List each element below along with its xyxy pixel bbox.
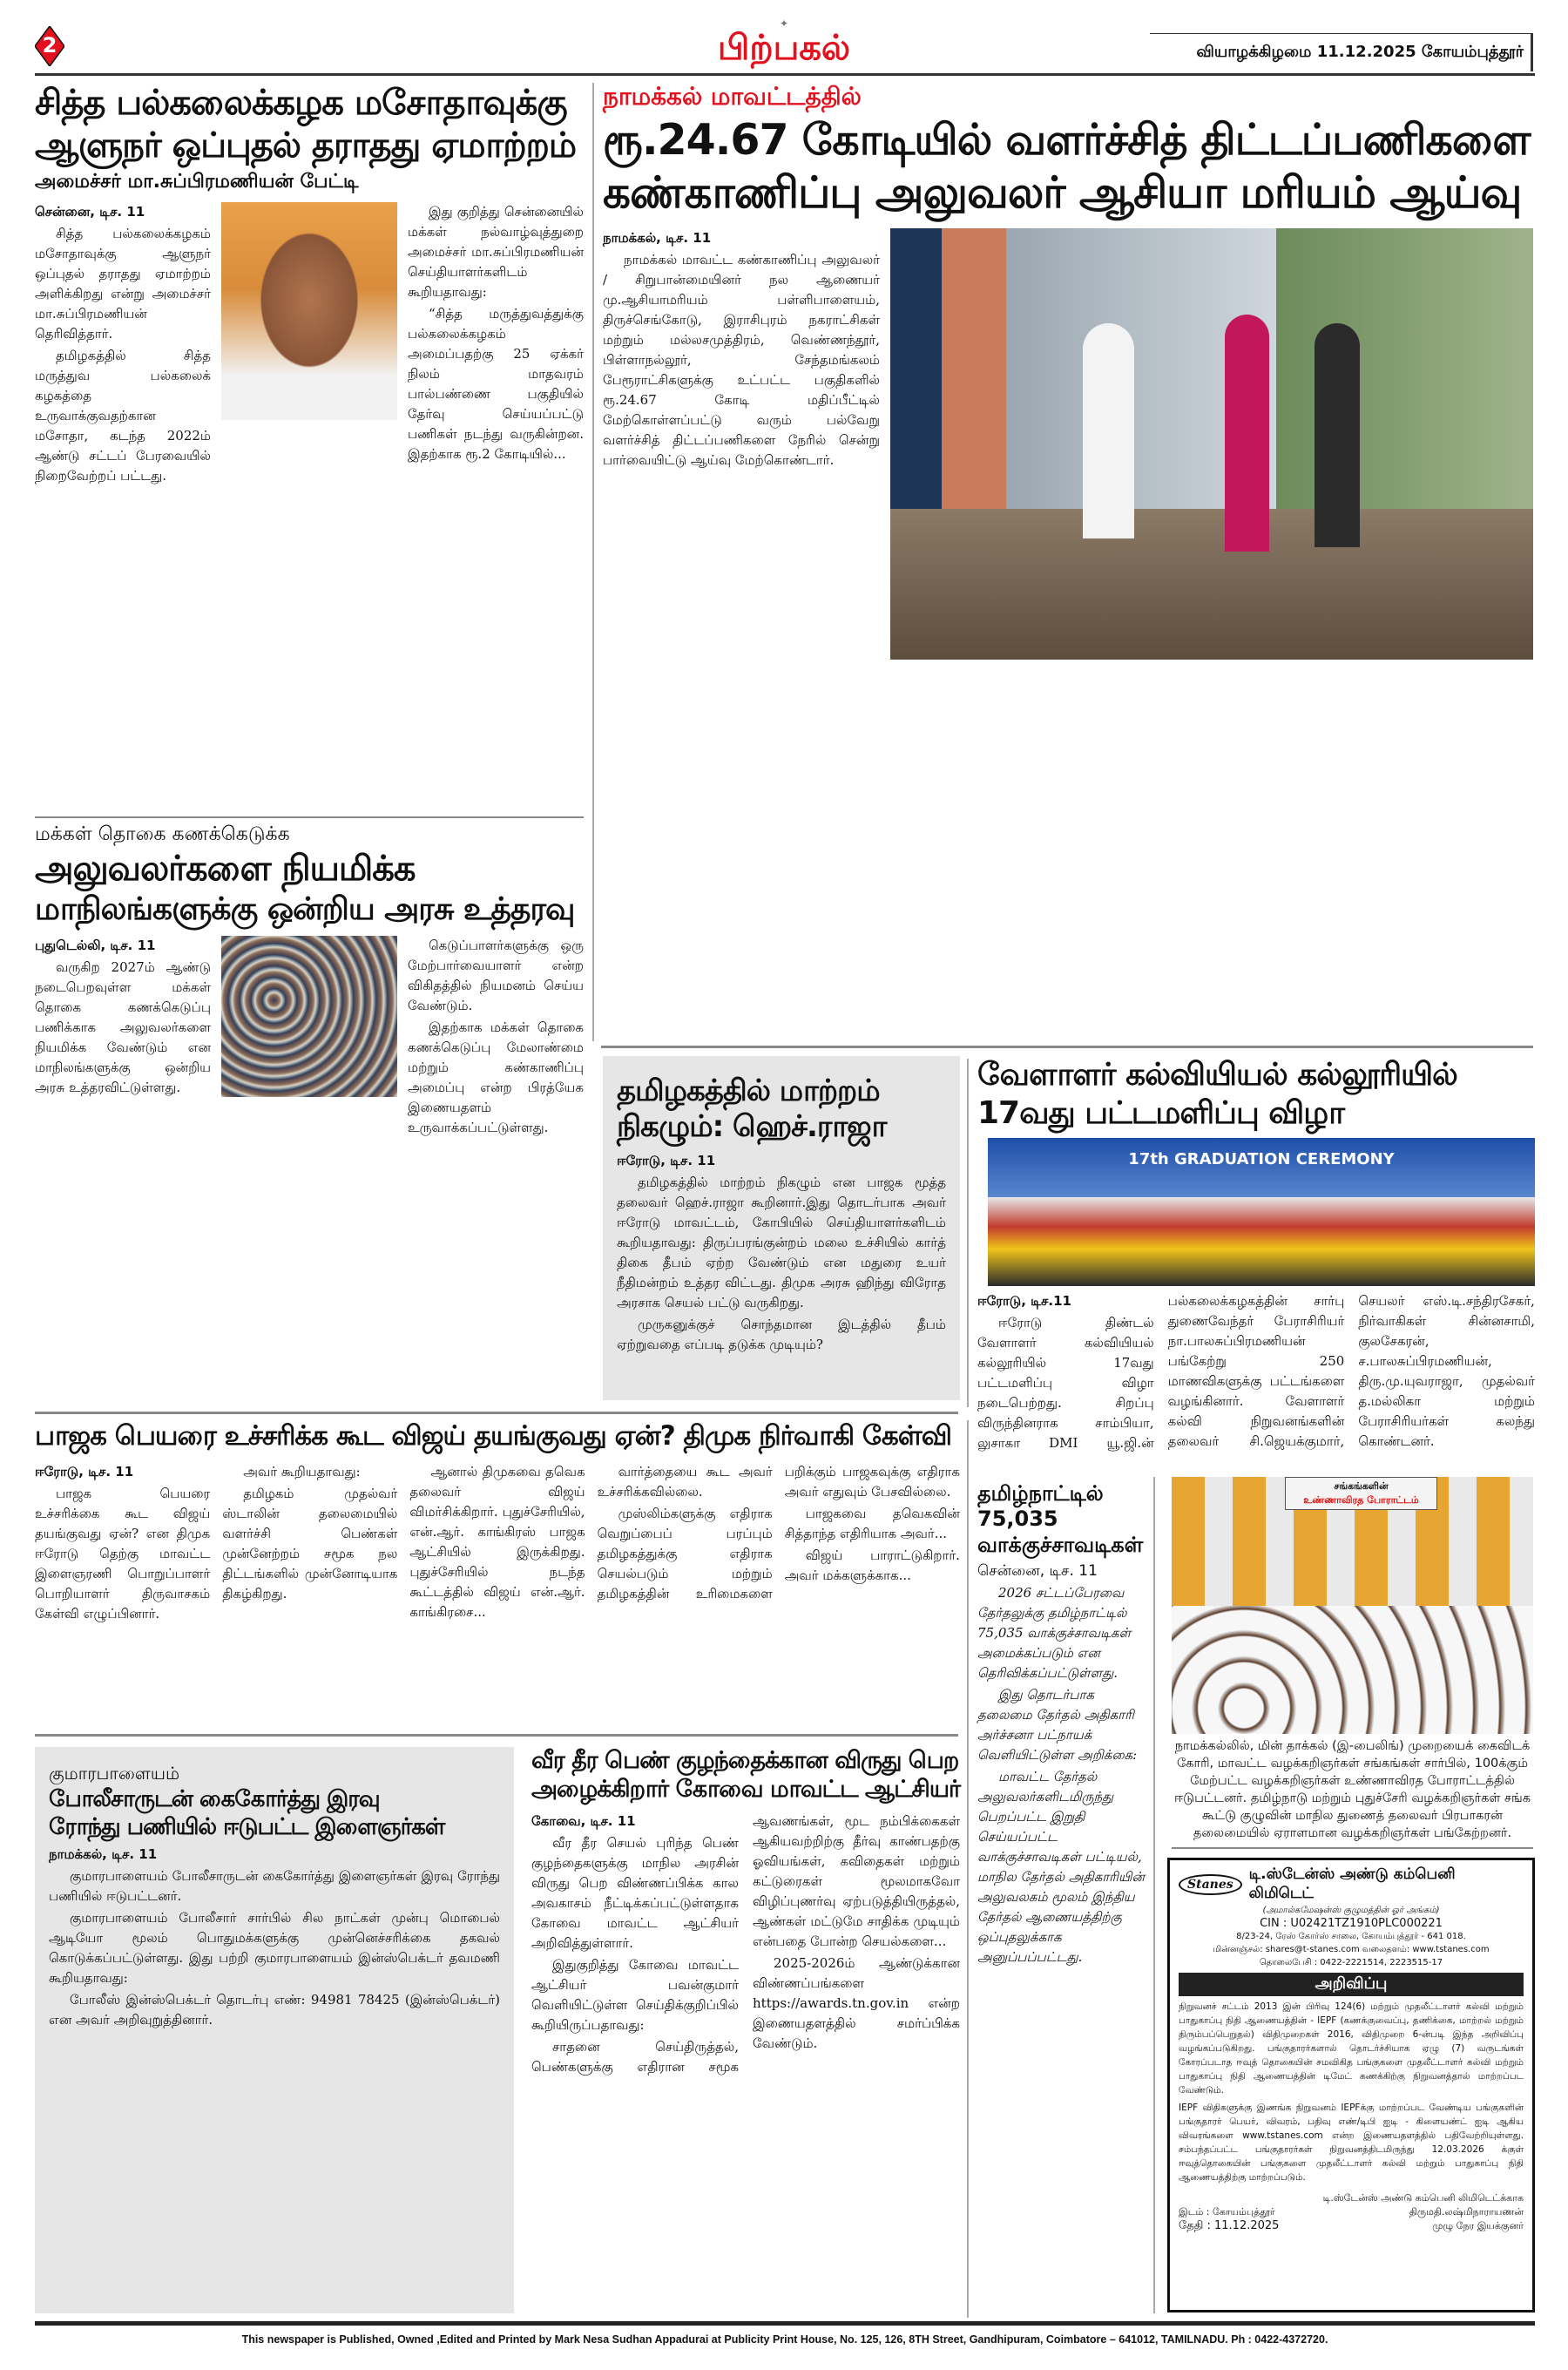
section-divider bbox=[35, 1412, 958, 1414]
headline: அலுவலர்களை நியமிக்க bbox=[35, 849, 416, 889]
column-divider bbox=[1153, 1477, 1155, 2313]
headline: தமிழ்நாட்டில் bbox=[977, 1481, 1104, 1506]
kicker: மக்கள் தொகை கணக்கெடுக்க bbox=[35, 823, 290, 845]
subheadline: அமைச்சர் மா.சுப்பிரமணியன் பேட்டி bbox=[35, 170, 359, 193]
inspection-photo bbox=[890, 228, 1533, 660]
headline: ரூ.24.67 கோடியில் வளர்ச்சித் திட்டப்பணிகளை bbox=[603, 115, 1531, 165]
section-divider bbox=[601, 1046, 1533, 1048]
photo-caption: நாமக்கல்லில், மின் தாக்கல் (இ-பைலிங்) முறையைக் கைவிடக் கோரி, மாவட்ட வழக்கறிஞர்கள் சங்கங்கள் சார்பில், 100க்கும் மேற்பட்ட வழக்கறிஞர்கள் உண்ணாவிரத போராட்டத்தில் ஈடுபட்டனர். தமிழ்நாடு மற்றும் புதுச்சேரி வழக்கறிஞர்கள் சங்க கூட்டு குழுவின் மாநில துணைத் தலைவர் பிரபாகரன் தலைமையில் ஏராளமான வழக்கறிஞர்கள் பங்கேற்றனர். bbox=[1173, 1739, 1531, 1840]
article-siddha bbox=[35, 82, 584, 488]
headline: ஆளுநர் ஒப்புதல் தராதது ஏமாற்றம் bbox=[35, 125, 577, 166]
stanes-iepf-notice-ad: Stanes டி.ஸ்டேன்ஸ் அண்டு கம்பெனி லிமிடெட் (அமால்கமேஷன்ஸ் குழுமத்தின் ஓர் அங்கம்) CIN : U02421TZ1910PLC000221 8/23-24, ரேஸ் கோர்ஸ் சாலை, கோயம்புத்தூர் - 641 018. மின்னஞ்சல்: shares@t-stanes.com வலைதளம்: www.tstanes.com தொலைபேசி : 0422-2221514, 2223515-17 அறிவிப்பு நிறுவனச் சட்டம் 2013 இன் பிரிவு 124(6) மற்றும் முதலீட்டாளர் கல்வி மற்றும் பாதுகாப்பு நிதி ஆணையத்தின் - IEPF (கணக்குவைப்பு, தணிக்கை, மாற்றல் மற்றும் திரும்பப்பெறுதல்) விதிமுறைகள் 2016, விதிமுறை 6-ன்படி இந்த அறிவிப்பு வழங்கப்படுகிறது. பங்குதாரர்களால் தொடர்ச்சியாக ஏழு (7) வருடங்கள் கோரப்படாத ஈவுத் தொகையின் சமவிகித பங்குகளை முதலீட்டாளர் கல்வி மற்றும் பாதுகாப்பு நிதி ஆணையத்தின் டிமேட் கணக்கிற்கு நிறுவனத்தால் மாற்றப்பட வேண்டும். IEPF விதிகளுக்கு இணங்க நிறுவனம் IEPFக்கு மாற்றப்பட வேண்டிய பங்குகளின் பங்குதாரர் பெயர், விவரம், பதிவு எண்/டிபி ஐடி - கிளையண்ட் ஐடி ஆகிய விவரங்களை www.tstanes.com என்ற இணையதளத்தில் பதிவேற்றியுள்ளது. சம்பந்தப்பட்ட பங்குதாரர்கள் நிறுவனத்திடமிருந்து 12.03.2026 க்குள் ஈவுத்தொகையின் பங்குகளை முதலீட்டாளர் கல்வி மற்றும் பாதுகாப்பு நிதி ஆணையத்திற்கு மாற்றப்படும். இடம் : கோயம்புத்தூர் தேதி : 11.12.2025 டி.ஸ்டேன்ஸ் அண்டு கம்பெனி லிமிடெட்க்காக திருமதி.லஷ்மிநாராயணன் முழு நேர இயக்குனர் bbox=[1167, 1858, 1535, 2312]
article-census bbox=[35, 823, 584, 1140]
article-body: நாமக்கல், டிச. 11 நாமக்கல் மாவட்ட கண்காணிப்பு அலுவலர் / சிறுபான்மையினர் நல ஆணையர் மு.ஆசியாமரியம் பள்ளிபாளையம், திருச்செங்கோடு, இராசிபுரம் நகராட்சிகள் மற்றும் மல்லசமுத்திரம், வெண்ணந்தூர், பிள்ளாநல்லூர், சேந்தமங்கலம் பேரூராட்சிகளுக்கு உட்பட்ட பகுதிகளில் ரூ.24.67 கோடி மதிப்பீட்டில் மேற்கொள்ளப்பட்டு வரும் பல்வேறு வளர்ச்சித் திட்டப்பணிகளை நேரில் சென்று பார்வையிட்டு ஆய்வு மேற்கொண்டார். bbox=[603, 229, 880, 468]
column-divider bbox=[592, 83, 594, 1041]
footer-imprint: This newspaper is Published, Owned ,Edited and Printed by Mark Nesa Sudhan Appadurai at Publicity Print House, No. 125, 126, 8TH Street, Gandhipuram, Coimbatore – 641012, TAMILNADU. Ph : 0422-4372720. bbox=[241, 2333, 1328, 2346]
page-number-badge bbox=[35, 26, 64, 66]
masthead-rule bbox=[35, 73, 1535, 76]
article-graduation bbox=[977, 1056, 1535, 1453]
issue-date-box: வியாழக்கிழமை 11.12.2025 கோயம்புத்தூர் bbox=[1150, 33, 1533, 71]
page-number: 2 bbox=[42, 33, 57, 58]
section-divider bbox=[1172, 1847, 1533, 1849]
kicker: நாமக்கல் மாவட்டத்தில் bbox=[603, 82, 862, 111]
article-body: ஈரோடு, டிச. 11 பாஜக பெயரை உச்சரிக்கை கூட விஜய் தயங்குவது ஏன்? என திமுக ஈரோடு தெற்கு மாவட்ட இளைஞரணி பொறுப்பாளர் பொறியாளர் திருவாசகம் கேள்வி எழுப்பினார். அவர் கூறியதாவது: தமிழகம் முதல்வர் ஸ்டாலின் தலைமையில் வளர்ச்சி பெண்கள் முன்னேற்றம் சமூக நல திட்டங்களில் முன்னோடியாக திகழ்கிறது. ஆனால் திமுகவை தவெக தலைவர் விஜய் விமர்சிக்கிறார். புதுச்சேரியில், என்.ஆர். காங்கிரஸ் பாஜக ஆட்சியில் இருக்கிறது. புதுச்சேரியில் நடந்த கூட்டத்தில் விஜய் என்.ஆர். காங்கிரசை... வார்த்தையை கூட அவர் உச்சரிக்கவில்லை. முஸ்லிம்களுக்கு எதிராக வெறுப்பைப் பரப்பும் தமிழகத்துக்கு எதிராக செயல்படும் மற்றும் தமிழகத்தின் உரிமைகளை பறிக்கும் பாஜகவுக்கு எதிராக அவர் எதுவும் பேசவில்லை. பாஜகவை தவெகவின் சித்தாந்த எதிரியாக அவர்... விஜய் பாராட்டுகிறார். அவர் மக்களுக்காக... bbox=[35, 1463, 960, 1622]
headline: பாஜக பெயரை உச்சரிக்க கூட விஜய் தயங்குவது ஏன்? திமுக நிர்வாகி கேள்வி bbox=[35, 1420, 951, 1452]
column-divider bbox=[967, 1059, 969, 1407]
graduation-ceremony-photo: 17th GRADUATION CEREMONY bbox=[988, 1138, 1535, 1286]
article-polling-booths bbox=[977, 1481, 1152, 1969]
article-body: நாமக்கல், டிச. 11 குமாரபாளையம் போலீசாருடன் கைகோர்த்து இளைஞர்கள் இரவு ரோந்து பணியில் ஈடுபட்டனர். குமாரபாளையம் போலீசார் சார்பில் சில நாட்கள் முன்பு மொபைல் ஆடியோ மூலம் பொதுமக்களுக்கு முன்னெச்சரிக்கை தகவல் கொடுக்கப்பட்டுள்ளது. இது பற்றி குமாரபாளையம் இன்ஸ்பெக்டர் தவமணி கூறியதாவது: போலீஸ் இன்ஸ்பெக்டர் தொடர்பு எண்: 94981 78425 (இன்ஸ்பெக்டர்) என அவர் அறிவுறுத்தினார். bbox=[49, 1846, 500, 2028]
protest-banner: சங்கங்களின் உண்ணாவிரத போராட்டம் bbox=[1285, 1477, 1437, 1510]
headline: வீர தீர பெண் குழந்தைக்கான விருது பெற bbox=[531, 1747, 959, 1774]
kicker: குமாரபாளையம் bbox=[49, 1763, 180, 1784]
headline: 75,035 bbox=[977, 1507, 1058, 1532]
minister-portrait-photo bbox=[221, 202, 397, 420]
footer-rule bbox=[35, 2321, 1535, 2326]
stanes-logo: Stanes bbox=[1179, 1874, 1242, 1895]
headline: ரோந்து பணியில் ஈடுபட்ட இளைஞர்கள் bbox=[49, 1813, 445, 1840]
article-body: ஈரோடு, டிச. 11 தமிழகத்தில் மாற்றம் நிகழும் என பாஜக மூத்த தலைவர் ஹெச்.ராஜா கூறினார்.இது தொடர்பாக அவர் ஈரோடு மாவட்டம், கோபியில் செய்தியாளர்களிடம் கூறியதாவது: திருப்பரங்குன்றம் மலை உச்சியில் கார்த் திகை தீபம் ஏற்ற வேண்டும் என மதுரை உயர் நீதிமன்றம் உத்தர விட்டது. திமுக அரசு ஹிந்து விரோத அரசாக செயல் பட்டு வருகிறது. முருகனுக்குச் சொந்தமான இடத்தில் தீபம் ஏற்றுவதை எப்படி தடுக்க முடியும்? bbox=[617, 1152, 946, 1352]
headline: தமிழகத்தில் மாற்றம் bbox=[617, 1073, 880, 1108]
logo-emblem-icon: ✦ bbox=[779, 17, 789, 30]
section-divider bbox=[35, 1734, 958, 1737]
headline: 17வது பட்டமளிப்பு விழா bbox=[977, 1094, 1345, 1131]
lawyers-protest-photo bbox=[1172, 1477, 1533, 1734]
article-body: கோவை, டிச. 11 வீர தீர செயல் புரிந்த பெண் குழந்தைகளுக்கு மாநில அரசின் விருது பெற விண்ணப்பிக்க கால அவகாசம் நீட்டிக்கப்பட்டுள்ளதாக கோவை மாவட்ட ஆட்சியர் அறிவித்துள்ளார். இதுகுறித்து கோவை மாவட்ட ஆட்சியர் பவன்குமார் வெளியிட்டுள்ள செய்திக்குறிப்பில் கூறியிருப்பதாவது: சாதனை செய்திருத்தல், பெண்களுக்கு எதிரான சமூக ஆவணங்கள், மூட நம்பிக்கைகள் ஆகியவற்றிற்கு தீர்வு காண்பதற்கு ஓவியங்கள், கவிதைகள் மற்றும் கட்டுரைகள் மூலமாகவோ விழிப்புணர்வு ஏற்படுத்தியிருத்தல், ஆண்கள் மட்டுமே சாதிக்க முடியும் என்பதை போன்ற செயல்களை... 2025-2026ம் ஆண்டுக்கான விண்ணப்பங்களை https://awards.tn.gov.in என்ற இணையதளத்தில் சமர்ப்பிக்க வேண்டும். bbox=[531, 1812, 960, 2075]
headline: நிகழும்: ஹெச்.ராஜா bbox=[617, 1109, 887, 1145]
headline: சித்த பல்கலைக்கழக மசோதாவுக்கு bbox=[35, 83, 567, 123]
section-divider bbox=[35, 816, 584, 818]
headline: அழைக்கிறார் கோவை மாவட்ட ஆட்சியர் bbox=[531, 1775, 961, 1803]
headline: வாக்குச்சாவடிகள் bbox=[977, 1532, 1144, 1557]
column-divider bbox=[967, 1420, 969, 2318]
headline: வேளாளர் கல்வியியல் கல்லூரியில் bbox=[977, 1057, 1457, 1093]
headline: மாநிலங்களுக்கு ஒன்றிய அரசு உத்தரவு bbox=[35, 890, 575, 927]
crowd-photo bbox=[221, 936, 397, 1097]
article-body: ஈரோடு, டிச.11 ஈரோடு திண்டல் வேளாளர் கல்வியியல் கல்லூரியில் 17வது பட்டமளிப்பு விழா நடைபெற்றது. சிறப்பு விருந்தினராக சாம்பியா, லுசாகா DMI யூ.ஜி.ன் பல்கலைக்கழகத்தின் சார்பு துணைவேந்தர் பேராசிரியர் நா.பாலசுப்பிரமணியன் பங்கேற்று 250 மாணவிகளுக்கு பட்டங்களை வழங்கினார். வேளாளர் கல்வி நிறுவனங்களின் தலைவர் சி.ஜெயக்குமார், செயலர் எஸ்.டி.சந்திரசேகர், நிர்வாகிகள் சின்னசாமி, குலசேகரன், ச.பாலசுப்பிரமணியன், திரு.மு.யுவராஜா, முதல்வர் த.மல்லிகா மற்றும் பேராசிரியர்கள் கலந்து கொண்டனர். bbox=[977, 1292, 1535, 1451]
article-kumarapalayam bbox=[35, 1747, 514, 2313]
article-namakkal bbox=[603, 82, 1533, 660]
headline: போலீசாருடன் கைகோர்த்து இரவு bbox=[49, 1786, 380, 1812]
article-girl-child-award bbox=[531, 1747, 960, 2077]
newspaper-logo: ✦ பிற்பகல் bbox=[671, 19, 897, 68]
headline: கண்காணிப்பு அலுவலர் ஆசியா மரியம் ஆய்வு bbox=[603, 166, 1522, 218]
article-hraja bbox=[603, 1056, 960, 1400]
article-body: புதுடெல்லி, டிச. 11 வருகிற 2027ம் ஆண்டு நடைபெறவுள்ள மக்கள் தொகை கணக்கெடுப்பு பணிக்காக அலுவலர்களை நியமிக்க வேண்டும் என மாநிலங்களுக்கு ஒன்றிய அரசு உத்தரவிட்டுள்ளது. கெடுப்பாளர்களுக்கு ஒரு மேற்பார்வையாளர் என்ற விகிதத்தில் நியமனம் செய்ய வேண்டும். இதற்காக மக்கள் தொகை கணக்கெடுப்பு மேலாண்மை மற்றும் கண்காணிப்பு அமைப்பு என்ற பிரத்யேக இணையதளம் உருவாக்கப்பட்டுள்ளது. bbox=[35, 937, 584, 1135]
article-body: சென்னை, டிச. 11 சித்த பல்கலைக்கழகம் மசோதாவுக்கு ஆளுநர் ஒப்புதல் தராதது ஏமாற்றம் அளிக்கிறது என்று அமைச்சர் மா.சுப்பிரமணியன் தெரிவித்தார். தமிழகத்தில் சித்த மருத்துவ பல்கலைக் கழகத்தை உருவாக்குவதற்கான மசோதா, கடந்த 2022ம் ஆண்டு சட்டப் பேரவையில் நிறைவேற்றப் பட்டது. இது குறித்து சென்னையில் மக்கள் நல்வாழ்வுத்துறை அமைச்சர் மா.சுப்பிரமணியன் செய்தியாளர்களிடம் கூறியதாவது: “சித்த மருத்துவத்துக்கு பல்கலைக்கழகம் அமைப்பதற்கு 25 ஏக்கர் நிலம் மாதவரம் பால்பண்ணை பகுதியில் தேர்வு செய்யப்பட்டு பணிகள் நடந்து வருகின்றன. இதற்காக ரூ.2 கோடியில்... bbox=[35, 203, 584, 484]
protest-photo-block bbox=[1172, 1477, 1533, 1849]
article-body: சென்னை, டிச. 11 2026 சட்டப்பேரவை தேர்தலுக்கு தமிழ்நாட்டில் 75,035 வாக்குச்சாவடிகள் அமைக்கப்படும் என தெரிவிக்கப்பட்டுள்ளது. இது தொடர்பாக தலைமை தேர்தல் அதிகாரி அர்ச்சனா பட்நாயக் வெளியிட்டுள்ள அறிக்கை: மாவட்ட தேர்தல் அலுவலர்களிடமிருந்து பெறப்பட்ட இறுதி செய்யப்பட்ட வாக்குச்சாவடிகள் பட்டியல், மாநில தேர்தல் அதிகாரியின் அலுவலகம் மூலம் இந்திய தேர்தல் ஆணையத்திற்கு ஒப்புதலுக்காக அனுப்பப்பட்டது. bbox=[977, 1561, 1145, 1965]
article-bjp bbox=[35, 1420, 960, 1624]
